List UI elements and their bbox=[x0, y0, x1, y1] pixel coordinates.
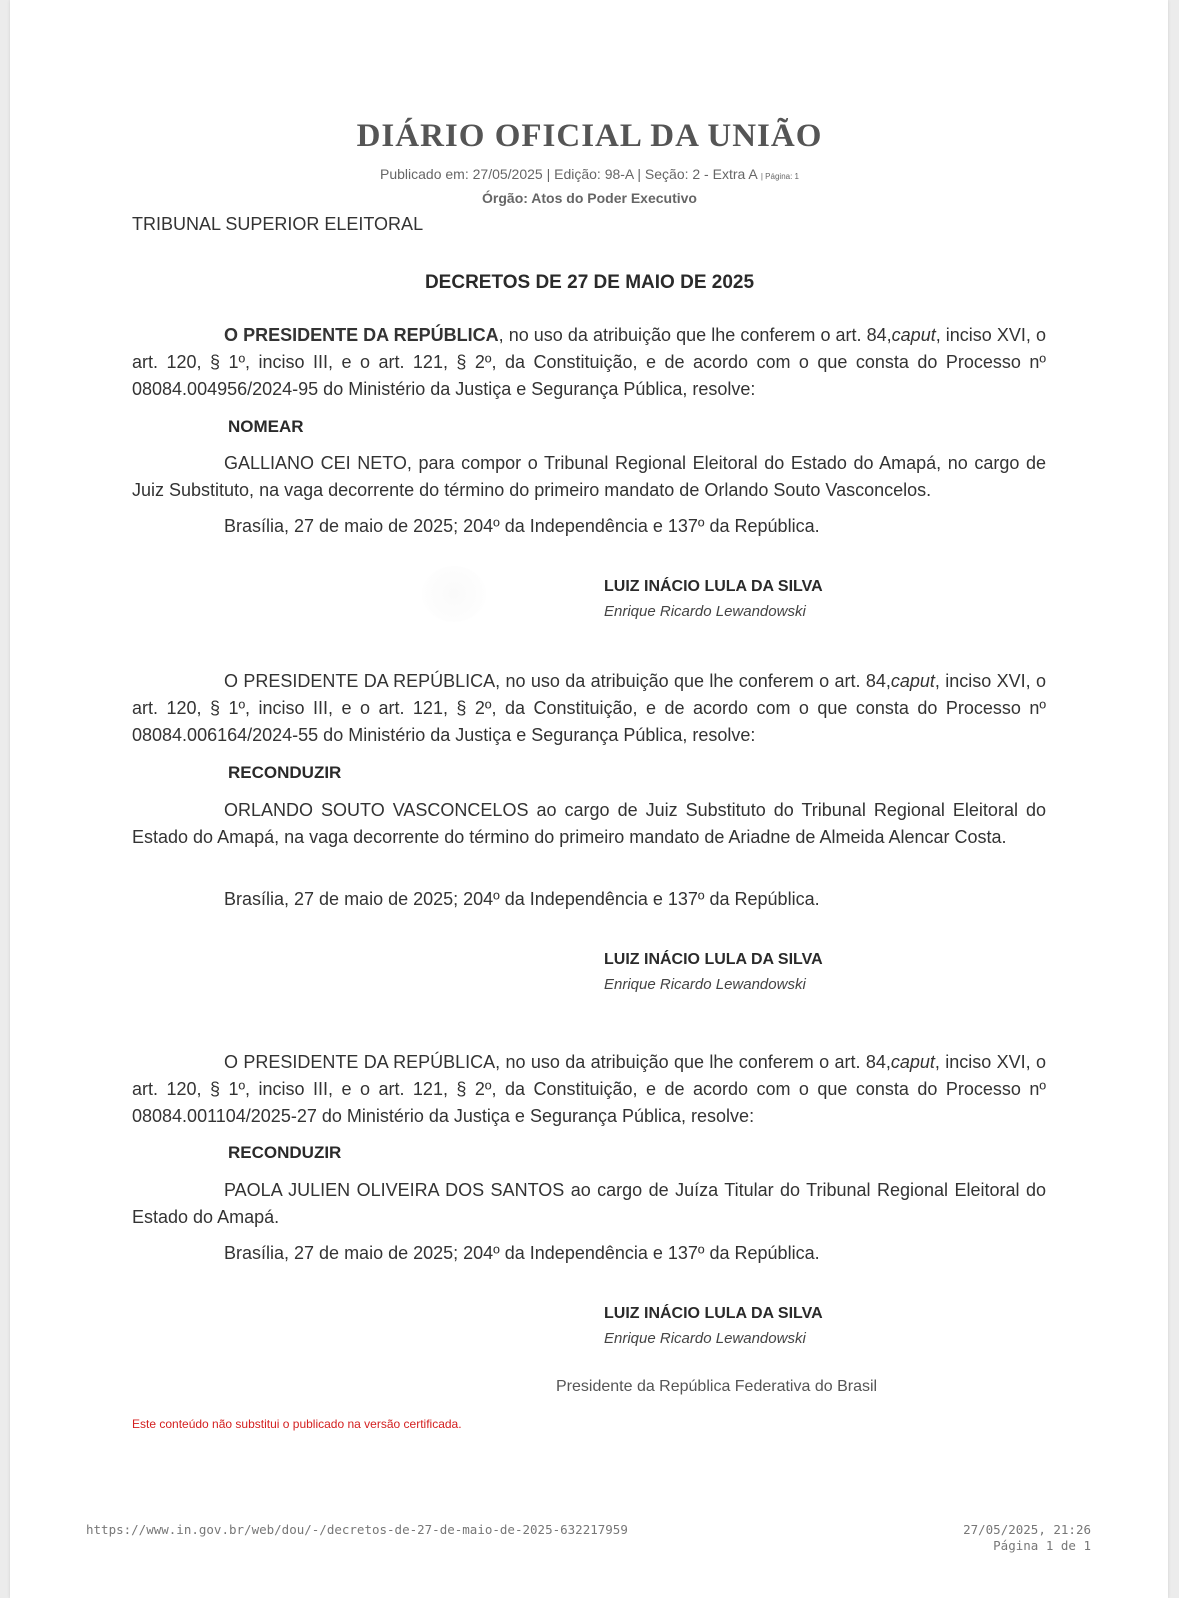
decree-3-lead: O PRESIDENTE DA REPÚBLICA bbox=[224, 1052, 496, 1072]
decree-2-preamble-b: , inciso XVI, o art. 120, § 1º, inciso III, e o art. 121, § 2º, da Constituição, e de acordo com o que consta do Processo nº 08084.006164/2024-55 do Ministério da Justiça e Segurança Pública, resolve: bbox=[132, 671, 1046, 745]
decree-1-date: Brasília, 27 de maio de 2025; 204º da Independência e 137º da República. bbox=[224, 516, 820, 536]
decree-1-lead: O PRESIDENTE DA REPÚBLICA bbox=[224, 325, 499, 345]
masthead-title: DIÁRIO OFICIAL DA UNIÃO bbox=[356, 118, 823, 154]
decree-3-preamble-b: , inciso XVI, o art. 120, § 1º, inciso III, e o art. 121, § 2º, da Constituição, e de acordo com o que consta do Processo nº 08084.001104/2025-27 do Ministério da Justiça e Segurança Pública, resolve: bbox=[132, 1052, 1046, 1126]
decree-1-body: GALLIANO CEI NETO, para compor o Tribunal Regional Eleitoral do Estado do Amapá, no cargo de Juiz Substituto, na vaga decorrente do término do primeiro mandato de Orlando Souto Vasconcelos. bbox=[132, 453, 1046, 500]
publication-details: Publicado em: 27/05/2025 | Edição: 98-A | Seção: 2 - Extra A bbox=[380, 166, 757, 182]
footer-datetime: 27/05/2025, 21:26 bbox=[963, 1522, 1091, 1537]
decree-3-action: RECONDUZIR bbox=[228, 1143, 342, 1162]
certification-disclaimer: Este conteúdo não substitui o publicado na versão certificada. bbox=[132, 1417, 462, 1431]
decree-3-body: PAOLA JULIEN OLIVEIRA DOS SANTOS ao cargo de Juíza Titular do Tribunal Regional Eleitoral do Estado do Amapá. bbox=[132, 1180, 1046, 1227]
decree-2-minister: Enrique Ricardo Lewandowski bbox=[604, 976, 806, 993]
decree-3-date: Brasília, 27 de maio de 2025; 204º da Independência e 137º da República. bbox=[224, 1243, 820, 1263]
decree-1-action: NOMEAR bbox=[228, 417, 304, 436]
page-title: DECRETOS DE 27 DE MAIO DE 2025 bbox=[424, 272, 755, 293]
decree-3-preamble bbox=[132, 1049, 1046, 1130]
decree-2-lead: O PRESIDENTE DA REPÚBLICA bbox=[224, 671, 496, 691]
decree-3-preamble-a: , no uso da atribuição que lhe conferem o art. 84, bbox=[495, 1052, 891, 1072]
decree-3-caput: caput bbox=[890, 1052, 935, 1072]
publication-info bbox=[0, 166, 1179, 182]
decree-1-preamble bbox=[132, 322, 1046, 403]
decree-1-preamble-a: , no uso da atribuição que lhe conferem o art. 84, bbox=[498, 325, 892, 345]
decree-1-minister: Enrique Ricardo Lewandowski bbox=[604, 603, 806, 620]
decree-3-minister: Enrique Ricardo Lewandowski bbox=[604, 1330, 806, 1347]
decree-1-caput: caput bbox=[891, 325, 936, 345]
decree-2-action: RECONDUZIR bbox=[228, 763, 342, 782]
signoff-line: Presidente da República Federativa do Brasil bbox=[556, 1378, 878, 1395]
footer-page-count: Página 1 de 1 bbox=[993, 1538, 1091, 1553]
page-number-small: | Página: 1 bbox=[760, 172, 799, 181]
decree-2-preamble-a: , no uso da atribuição que lhe conferem o art. 84, bbox=[495, 671, 891, 691]
decree-2-body: ORLANDO SOUTO VASCONCELOS ao cargo de Juiz Substituto do Tribunal Regional Eleitoral do Estado do Amapá, na vaga decorrente do término do primeiro mandato de Ariadne de Almeida Alencar Costa. bbox=[132, 800, 1046, 847]
decree-3-signatory: LUIZ INÁCIO LULA DA SILVA bbox=[604, 1305, 823, 1322]
decree-2-preamble bbox=[132, 668, 1046, 749]
faint-seal bbox=[422, 566, 486, 622]
decree-2-caput: caput bbox=[890, 671, 935, 691]
tribunal-heading: TRIBUNAL SUPERIOR ELEITORAL bbox=[132, 214, 424, 234]
decree-1-signatory: LUIZ INÁCIO LULA DA SILVA bbox=[604, 578, 823, 595]
footer-meta bbox=[963, 1522, 1091, 1554]
decree-2-signatory: LUIZ INÁCIO LULA DA SILVA bbox=[604, 951, 823, 968]
decree-1-preamble-b: , inciso XVI, o art. 120, § 1º, inciso III, e o art. 121, § 2º, da Constituição, e de acordo com o que consta do Processo nº 08084.004956/2024-95 do Ministério da Justiça e Segurança Pública, resolve: bbox=[132, 325, 1047, 399]
orgao-label: Órgão: Atos do Poder Executivo bbox=[482, 190, 697, 206]
decree-2-date: Brasília, 27 de maio de 2025; 204º da Independência e 137º da República. bbox=[224, 889, 820, 909]
footer-url[interactable]: https://www.in.gov.br/web/dou/-/decretos-de-27-de-maio-de-2025-632217959 bbox=[86, 1522, 628, 1537]
